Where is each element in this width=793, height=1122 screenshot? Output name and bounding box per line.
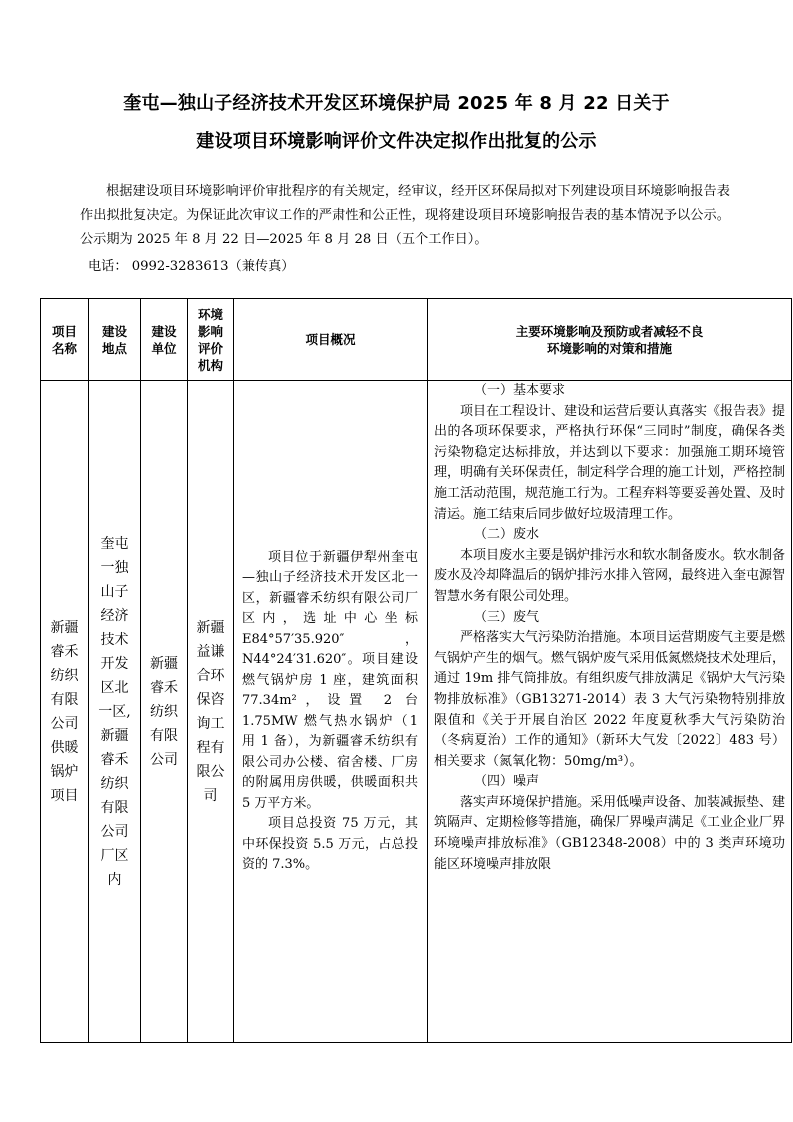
cell-line: 厂区 — [100, 847, 129, 864]
cell-line: 供暖 — [50, 739, 79, 756]
cell-line: 一区, — [98, 703, 131, 720]
cell-line: 询工 — [196, 715, 225, 732]
cell-line: 奎屯 — [100, 535, 129, 552]
cell-line: 新疆 — [100, 727, 129, 744]
cell-unit — [141, 381, 188, 1043]
cell-line: 一独 — [100, 559, 129, 576]
cell-line: 公司 — [100, 823, 129, 840]
measures-section-heading: （四）噪声 — [474, 774, 540, 790]
cell-line: 限公 — [196, 763, 225, 780]
cell-location — [89, 381, 141, 1043]
cell-line: 环境 — [197, 306, 223, 322]
cell-line: 公司 — [50, 715, 79, 732]
cell-line: 有限 — [100, 799, 129, 816]
measures-section-heading: （二）废水 — [474, 527, 540, 543]
contact-phone: 电话： 0992-3283613（兼传真） — [88, 259, 295, 274]
cell-line: 建设 — [101, 323, 127, 339]
cell-line: 纺织 — [100, 775, 129, 792]
header-overview: 项目概况 — [234, 299, 428, 381]
cell-project-name — [41, 381, 89, 1043]
cell-line: 新疆 — [150, 655, 178, 672]
cell-line: 睿禾 — [50, 643, 79, 660]
cell-line: 内 — [107, 871, 122, 888]
cell-line: 评价 — [197, 340, 223, 356]
cell-line: 新疆 — [196, 619, 225, 636]
cell-line: 地点 — [101, 340, 127, 356]
cell-line: 保咨 — [196, 691, 225, 708]
cell-line: 主要环境影响及预防或者减轻不良 — [515, 323, 704, 339]
header-project-name — [41, 299, 89, 381]
cell-line: 司 — [203, 787, 218, 804]
cell-line: 项目 — [51, 323, 77, 339]
cell-line: 纺织 — [150, 703, 178, 720]
table-row — [41, 381, 792, 1043]
cell-line: 山子 — [100, 583, 129, 600]
notice-title-line2: 建设项目环境影响评价文件决定拟作出批复的公示 — [196, 131, 597, 152]
cell-line: 名称 — [51, 340, 77, 356]
cell-line: 公司 — [150, 751, 178, 768]
header-eia-agency — [188, 299, 234, 381]
intro-paragraph: 根据建设项目环境影响评价审批程序的有关规定，经审议，经开区环保局拟对下列建设项目环境影响报告表作出拟批复决定。为保证此次审议工作的严肃性和公正性，现将建设项目环境影响报告表的基本情况予以公示。公示期为 2025 年 8 月 22 日—2025 年 8 月 28 日（五个工作日）。 — [80, 184, 730, 247]
cell-line: 纺织 — [50, 667, 79, 684]
cell-line: 影响 — [197, 323, 223, 339]
cell-line: 睿禾 — [150, 679, 178, 696]
measures-paragraph: 本项目废水主要是锅炉排污水和软水制备废水。软水制备废水及冷却降温后的锅炉排污水排入管网，最终进入奎屯源智智慧水务有限公司处理。 — [434, 547, 786, 604]
overview-paragraph: 项目位于新疆伊犁州奎屯—独山子经济技术开发区北一区，新疆睿禾纺织有限公司厂区内，选址中心坐标 E84°57′35.920″，N44°24′31.620″。项目建设燃气锅炉房 1 座，建筑面积 77.34m²，设置 2 台1.75MW 燃气热水锅炉（1 用 1 备），为新疆睿禾纺织有限公司办公楼、宿舍楼、厂房的附属用房供暖，供暖面积共 5 万平方米。 — [242, 549, 418, 811]
cell-line: 睿禾 — [100, 751, 129, 768]
cell-eia-agency — [188, 381, 234, 1043]
cell-line: 技术 — [100, 631, 129, 648]
overview-paragraph: 项目总投资 75 万元，其中环保投资 5.5 万元，占总投资的 7.3%。 — [242, 816, 418, 872]
cell-line: 单位 — [151, 340, 177, 356]
cell-line: 经济 — [100, 607, 129, 624]
header-measures — [428, 299, 792, 381]
cell-line: 程有 — [196, 739, 225, 756]
measures-paragraph: 严格落实大气污染防治措施。本项目运营期废气主要是燃气锅炉产生的烟气。燃气锅炉废气采用低氮燃烧技术处理后，通过 19m 排气筒排放。有组织废气排放满足《锅炉大气污染物排放标准》（GB13271-2014）表 3 大气污染物特别排放限值和《关于开展自治区 2022 年度夏秋季大气污染防治（冬病夏治）工作的通知》（新环大气发〔2022〕483 号）相关要求（氮氧化物：50mg/m³）。 — [434, 630, 786, 769]
cell-line: 锅炉 — [50, 763, 79, 780]
cell-line: 区北 — [100, 679, 129, 696]
header-location — [89, 299, 141, 381]
measures-section-heading: （一）基本要求 — [474, 383, 566, 398]
measures-section-heading: （三）废气 — [474, 609, 540, 625]
header-unit — [141, 299, 188, 381]
project-table — [40, 298, 792, 1043]
cell-overview — [234, 381, 428, 1043]
cell-line: 开发 — [100, 655, 129, 672]
table-header-row — [41, 299, 792, 381]
notice-title-line1: 奎屯—独山子经济技术开发区环境保护局 2025 年 8 月 22 日关于 — [123, 93, 670, 114]
cell-line: 项目 — [50, 787, 79, 804]
cell-line: 合环 — [196, 667, 225, 684]
cell-measures — [428, 381, 792, 1043]
cell-line: 益谦 — [196, 643, 225, 660]
cell-line: 有限 — [50, 691, 79, 708]
measures-paragraph: 项目在工程设计、建设和运营后要认真落实《报告表》提出的各项环保要求，严格执行环保“三同时”制度，确保各类污染物稳定达标排放，并达到以下要求：加强施工期环境管理，明确有关环保责任，制定科学合理的施工计划，严格控制施工活动范围，规范施工行为。工程弃料等要妥善处置、及时清运。施工结束后同步做好垃圾清理工作。 — [434, 403, 786, 522]
cell-line: 新疆 — [50, 619, 79, 636]
measures-paragraph: 落实声环境保护措施。采用低噪声设备、加装减振垫、建筑隔声、定期检修等措施，确保厂界噪声满足《工业企业厂界环境噪声排放标准》（GB12348-2008）中的 3 类声环境功能区环境噪声排放限 — [434, 794, 786, 872]
cell-line: 有限 — [150, 727, 178, 744]
cell-line: 机构 — [197, 357, 223, 373]
cell-line: 建设 — [151, 323, 177, 339]
cell-line: 环境影响的对策和措施 — [546, 340, 672, 356]
